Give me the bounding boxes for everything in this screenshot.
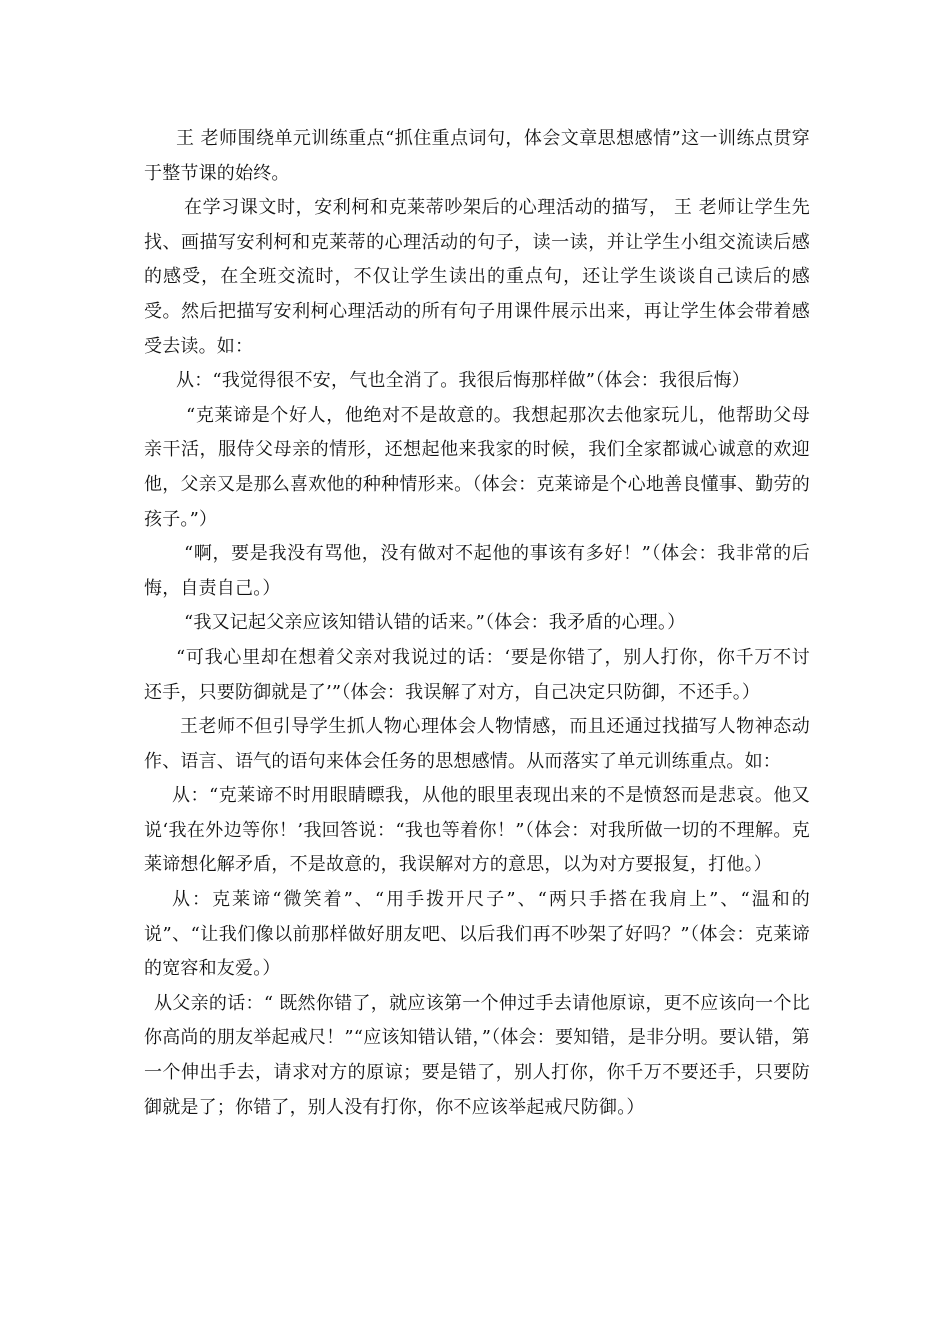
paragraph-father-words: 从父亲的话：“ 既然你错了，就应该第一个伸过手去请他原谅，更不应该向一个比你高尚的朋友举起戒尺！”“应该知错认错，”（体会：要知错，是非分明。要认错，第一个伸出手去，请求对方的原谅；要是错了，别人打你，你千万不要还手，只要防御就是了；你错了，别人没有打你，你不应该举起戒尺防御。） xyxy=(144,992,810,1118)
paragraph-quote-smile: 从：克莱谛“微笑着”、“用手拨开尺子”、“两只手搭在我肩上”、“温和的说”、“让我们像以前那样做好朋友吧、以后我们再不吵架了好吗？”（体会：克莱谛的宽容和友爱。） xyxy=(144,889,810,980)
document-body xyxy=(144,122,810,1125)
paragraph-teacher-guidance: 王老师不但引导学生抓人物心理体会人物情感，而且还通过找描写人物神态动作、语言、语气的语句来体会任务的思想感情。从而落实了单元训练重点。如： xyxy=(144,716,810,772)
paragraph-quote-defend: “可我心里却在想着父亲对我说过的话：‘要是你错了，别人打你，你千万不讨还手，只要防御就是了’”（体会：我误解了对方，自己决定只防御，不还手。） xyxy=(144,646,810,703)
paragraph-lesson-method: 在学习课文时，安利柯和克莱蒂吵架后的心理活动的描写， 王 老师让学生先找、画描写安利柯和克莱蒂的心理活动的句子，读一读，并让学生小组交流读后感的感受，在全班交流时，不仅让学生读出的重点句，还让学生谈谈自己读后的感受。然后把描写安利柯心理活动的所有句子用课件展示出来，再让学生体会带着感受去读。如： xyxy=(144,197,810,357)
paragraph-quote-regret: “啊，要是我没有骂他，没有做对不起他的事该有多好！”（体会：我非常的后悔，自责自己。） xyxy=(144,543,810,599)
paragraph-quote-glance: 从：“克莱谛不时用眼睛瞟我，从他的眼里表现出来的不是愤怒而是悲哀。他又说‘我在外边等你！’我回答说：“我也等着你！”（体会：对我所做一切的不理解。克莱谛想化解矛盾，不是故意的，我误解对方的意思，以为对方要报复，打他。） xyxy=(144,785,810,876)
paragraph-quote-father-words: “我又记起父亲应该知错认错的话来。”（体会：我矛盾的心理。） xyxy=(184,612,686,634)
paragraph-quote-uneasy: 从：“我觉得很不安，气也全消了。我很后悔那样做”（体会：我很后悔） xyxy=(176,370,751,392)
paragraph-quote-good-person: “克莱谛是个好人，他绝对不是故意的。我想起那次去他家玩儿，他帮助父母亲干活，服侍父母亲的情形，还想起他来我家的时候，我们全家都诚心诚意的欢迎他，父亲又是那么喜欢他的种种情形来。（体会：克莱谛是个心地善良懂事、勤劳的孩子。”） xyxy=(144,404,810,530)
paragraph-training-focus: 王 老师围绕单元训练重点“抓住重点词句，体会文章思想感情”这一训练点贯穿于整节课的始终。 xyxy=(144,128,810,184)
